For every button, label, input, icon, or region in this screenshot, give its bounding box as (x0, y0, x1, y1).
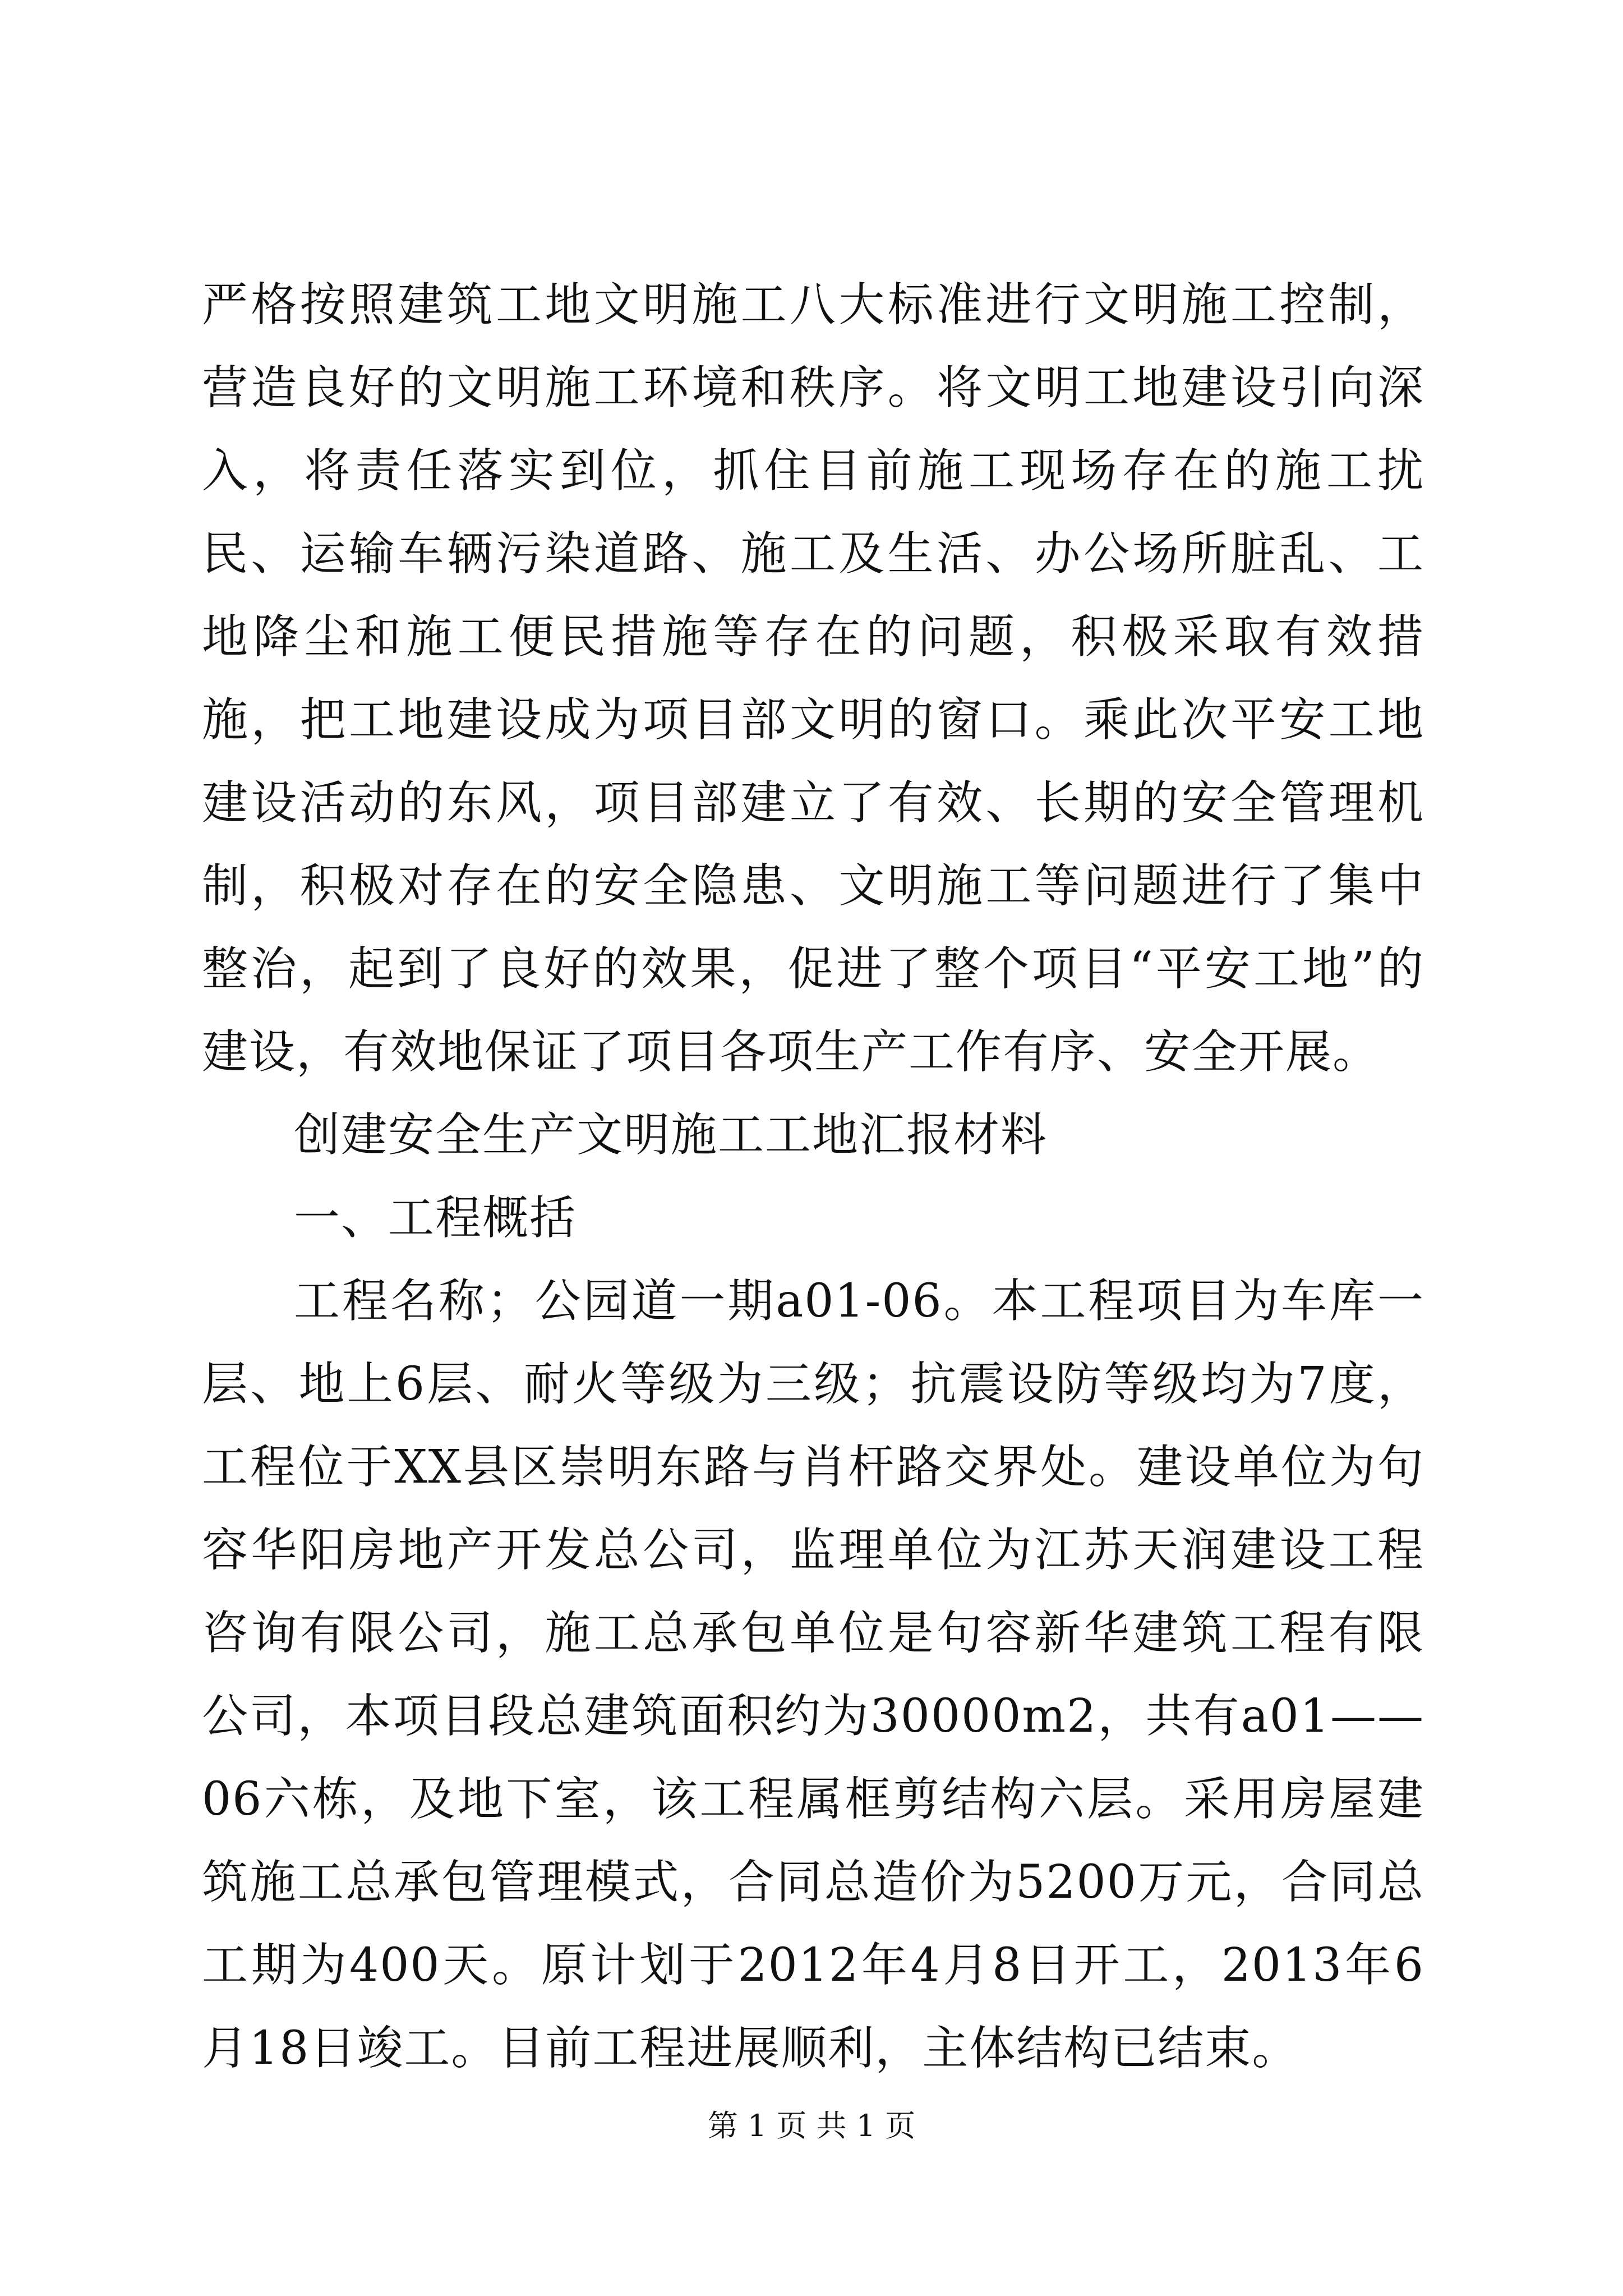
section-heading-project-overview: 一、工程概括 (294, 1191, 577, 1245)
page-number-footer: 第 1 页 共 1 页 (707, 2108, 916, 2143)
paragraph-civilized-construction: 严格按照建筑工地文明施工八大标准进行文明施工控制，营造良好的文明施工环境和秩序。将文明工地建设引向深入，将责任落实到位，抓住目前施工现场存在的施工扰民、运输车辆污染道路、施工及生活、办公场所脏乱、工地降尘和施工便民措施等存在的问题，积极采取有效措施，把工地建设成为项目部文明的窗口。乘此次平安工地建设活动的东风，项目部建立了有效、长期的安全管理机制，积极对存在的安全隐患、文明施工等问题进行了集中整治，起到了良好的效果，促进了整个项目“平安工地”的建设，有效地保证了项目各项生产工作有序、安全开展。 (202, 278, 1424, 1079)
report-title: 创建安全生产文明施工工地汇报材料 (294, 1108, 1048, 1162)
paragraph-project-details: 工程名称；公园道一期a01-06。本工程项目为车库一层、地上6层、耐火等级为三级；抗震设防等级均为7度，工程位于XX县区崇明东路与肖杆路交界处。建设单位为句容华阳房地产开发总公司，监理单位为江苏天润建设工程咨询有限公司，施工总承包单位是句容新华建筑工程有限公司，本项目段总建筑面积约为30000m2，共有a01——06六栋，及地下室，该工程属框剪结构六层。采用房屋建筑施工总承包管理模式，合同总造价为5200万元，合同总工期为400天。原计划于2012年4月8日开工，2013年6月18日竣工。目前工程进展顺利，主体结构已结束。 (202, 1274, 1424, 2075)
document-body (202, 264, 1424, 2090)
